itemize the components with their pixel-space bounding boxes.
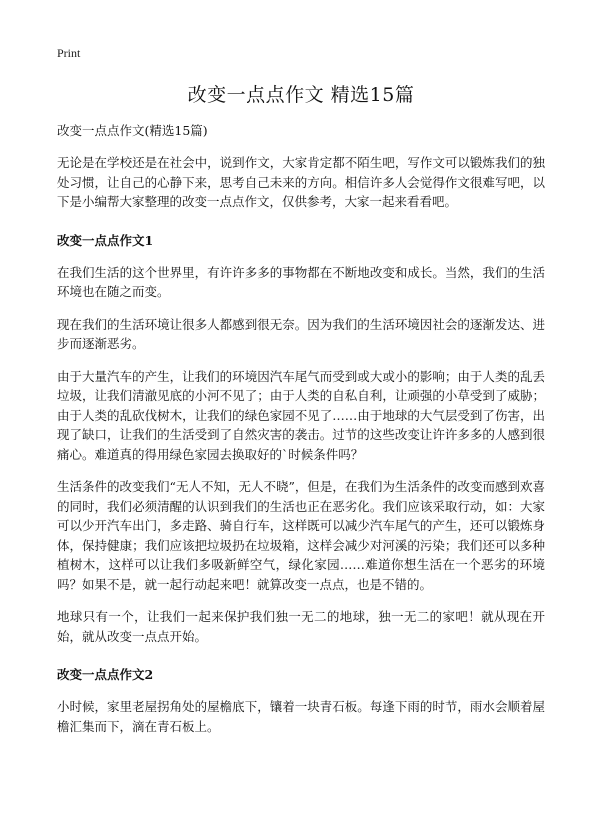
section-1-paragraph-1: 在我们生活的这个世界里，有许许多多的事物都在不断地改变和成长。当然，我们的生活环境也在随之而变。	[57, 264, 545, 299]
document-subtitle: 改变一点点作文(精选15篇)	[57, 123, 208, 138]
section-1-paragraph-3: 由于大量汽车的产生，让我们的环境因汽车尾气而受到或大或小的影响；由于人类的乱丢垃圾，让我们清澈见底的小河不见了；由于人类的自私自利，让顽强的小草受到了威胁；由于人类的乱砍伐树木，让我们的绿色家园不见了……由于地球的大气层受到了伤害，出现了缺口，让我们的生活受到了自然灾害的袭击。过节的这些改变让许许多多的人感到很痛心。难道真的得用绿色家园去换取好的`时候条件吗？	[57, 368, 545, 462]
print-link[interactable]: Print	[57, 46, 81, 60]
section-heading-2: 改变一点点作文2	[57, 667, 154, 682]
intro-paragraph: 无论是在学校还是在社会中，说到作文，大家肯定都不陌生吧，写作文可以锻炼我们的独处习惯，让自己的心静下来，思考自己未来的方向。相信许多人会觉得作文很难写吧，以下是小编帮大家整理的改变一点点作文，仅供参考，大家一起来看看吧。	[57, 155, 545, 209]
section-heading-1: 改变一点点作文1	[57, 232, 154, 248]
section-1-paragraph-2: 现在我们的生活环境让很多人都感到很无奈。因为我们的生活环境因社会的逐渐发达、进步而逐渐恶劣。	[57, 316, 545, 351]
section-1-paragraph-4: 生活条件的改变我们“无人不知，无人不晓”，但是，在我们为生活条件的改变而感到欢喜的同时，我们必须清醒的认识到我们的生活也正在恶劣化。我们应该采取行动，如：大家可以少开汽车出门，多走路、骑自行车，这样既可以减少汽车尾气的产生，还可以锻炼身体，保持健康；我们应该把垃圾扔在垃圾箱，这样会减少对河溪的污染；我们还可以多种植树木，这样可以让我们多吸新鲜空气，绿化家园……难道你想生活在一个恶劣的环境吗？如果不是，就一起行动起来吧！就算改变一点点，也是不错的。	[57, 479, 545, 592]
document-title: 改变一点点作文 精选15篇	[187, 84, 415, 106]
section-2-paragraph-1: 小时候，家里老屋拐角处的屋檐底下，镶着一块青石板。每逢下雨的时节，雨水会顺着屋檐汇集而下，滴在青石板上。	[57, 699, 545, 734]
section-1-paragraph-5: 地球只有一个，让我们一起来保护我们独一无二的地球，独一无二的家吧！就从现在开始，就从改变一点点开始。	[57, 609, 545, 644]
